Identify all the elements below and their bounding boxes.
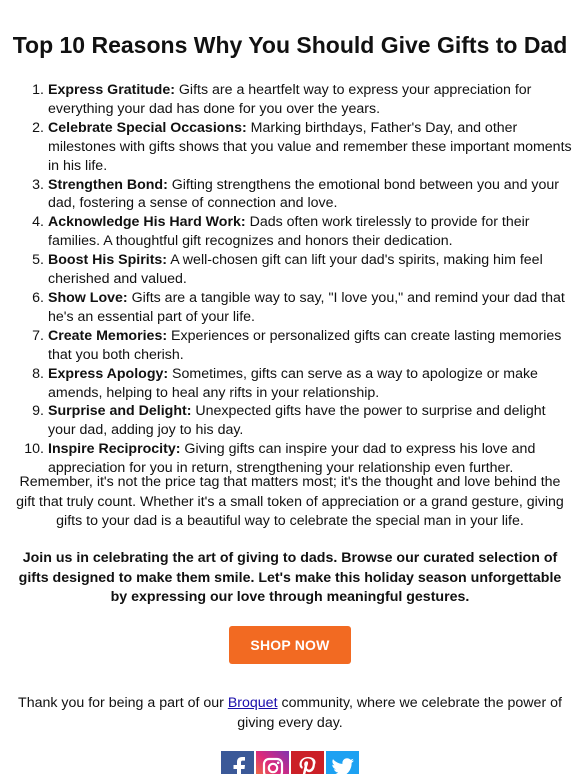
reason-heading: Boost His Spirits: xyxy=(48,252,168,269)
list-item xyxy=(20,81,572,119)
list-item xyxy=(20,327,572,365)
reason-heading: Show Love: xyxy=(48,289,128,306)
pinterest-icon[interactable] xyxy=(291,751,324,774)
reason-heading: Create Memories: xyxy=(48,327,168,344)
reason-text: Unexpected gifts have the power to surprise and delight your dad, adding joy to his day. xyxy=(48,403,546,439)
broquet-link[interactable]: Broquet xyxy=(227,695,278,711)
page-title: Top 10 Reasons Why You Should Give Gifts to Dad xyxy=(12,32,568,58)
list-number: 6. xyxy=(32,289,44,306)
reason-text: Giving gifts can inspire your dad to express his love and appreciation for you in return, strengthening your relationship even further. xyxy=(48,441,536,477)
list-number: 2. xyxy=(32,119,44,136)
facebook-icon[interactable] xyxy=(221,751,254,774)
reason-heading: Express Gratitude: xyxy=(48,82,175,98)
reason-heading: Strengthen Bond: xyxy=(48,176,168,193)
social-links xyxy=(221,751,359,774)
reason-heading: Acknowledge His Hard Work: xyxy=(48,214,246,231)
list-item xyxy=(20,251,572,289)
reason-text: Sometimes, gifts can serve as a way to apologize or make amends, helping to heal any rifts in your relationship. xyxy=(48,365,538,401)
reason-text: Dads often work tirelessly to provide for their families. A thoughtful gift recognizes and honors their dedication. xyxy=(48,214,530,250)
list-number: 9. xyxy=(32,403,44,420)
closing-paragraph: Remember, it's not the price tag that matters most; it's the thought and love behind the gift that truly count. Whether it's a small token of appreciation or a grand gesture, giving gifts to your dad is a beautiful way to celebrate the special man in your life. xyxy=(16,474,564,529)
reason-text: Gifts are a heartfelt way to express your appreciation for everything your dad has done for you over the years. xyxy=(48,82,532,117)
reason-heading: Inspire Reciprocity: xyxy=(48,441,181,458)
twitter-icon[interactable] xyxy=(326,751,359,774)
thanks-text-after: community, where we celebrate the power of giving every day. xyxy=(237,695,562,731)
list-number: 4. xyxy=(32,214,44,231)
list-number: 1. xyxy=(32,82,44,98)
cta-paragraph: Join us in celebrating the art of giving to dads. Browse our curated selection of gifts designed to make them smile. Let's make this holiday season unforgettable by expressing our love through meaningful gestures. xyxy=(18,550,562,605)
thanks-paragraph xyxy=(10,694,570,733)
reason-text: Experiences or personalized gifts can create lasting memories that you both cherish. xyxy=(48,327,562,363)
list-item xyxy=(20,176,572,214)
reason-text: Gifting strengthens the emotional bond between you and your dad, fostering a sense of connection and love. xyxy=(48,176,559,212)
list-item xyxy=(20,402,572,440)
list-item xyxy=(20,119,572,176)
list-number: 3. xyxy=(32,176,44,193)
reason-text: Gifts are a tangible way to say, "I love you," and remind your dad that he's an essential part of your life. xyxy=(48,289,565,325)
reason-heading: Celebrate Special Occasions: xyxy=(48,119,247,136)
list-number: 10. xyxy=(24,441,44,458)
list-number: 8. xyxy=(32,365,44,382)
list-number: 5. xyxy=(32,252,44,269)
shop-now-button[interactable]: SHOP NOW xyxy=(229,626,351,664)
list-number: 7. xyxy=(32,327,44,344)
thanks-text-before: Thank you for being a part of our xyxy=(18,695,228,711)
reasons-list xyxy=(20,81,572,478)
reason-text: Marking birthdays, Father's Day, and other milestones with gifts shows that you value and remember these important moments in his life. xyxy=(48,119,572,174)
reason-heading: Surprise and Delight: xyxy=(48,403,192,420)
list-item xyxy=(20,213,572,251)
reason-text: A well-chosen gift can lift your dad's spirits, making him feel cherished and valued. xyxy=(48,252,543,288)
list-item xyxy=(20,365,572,403)
list-item xyxy=(20,289,572,327)
instagram-icon[interactable] xyxy=(256,751,289,774)
reason-heading: Express Apology: xyxy=(48,365,169,382)
